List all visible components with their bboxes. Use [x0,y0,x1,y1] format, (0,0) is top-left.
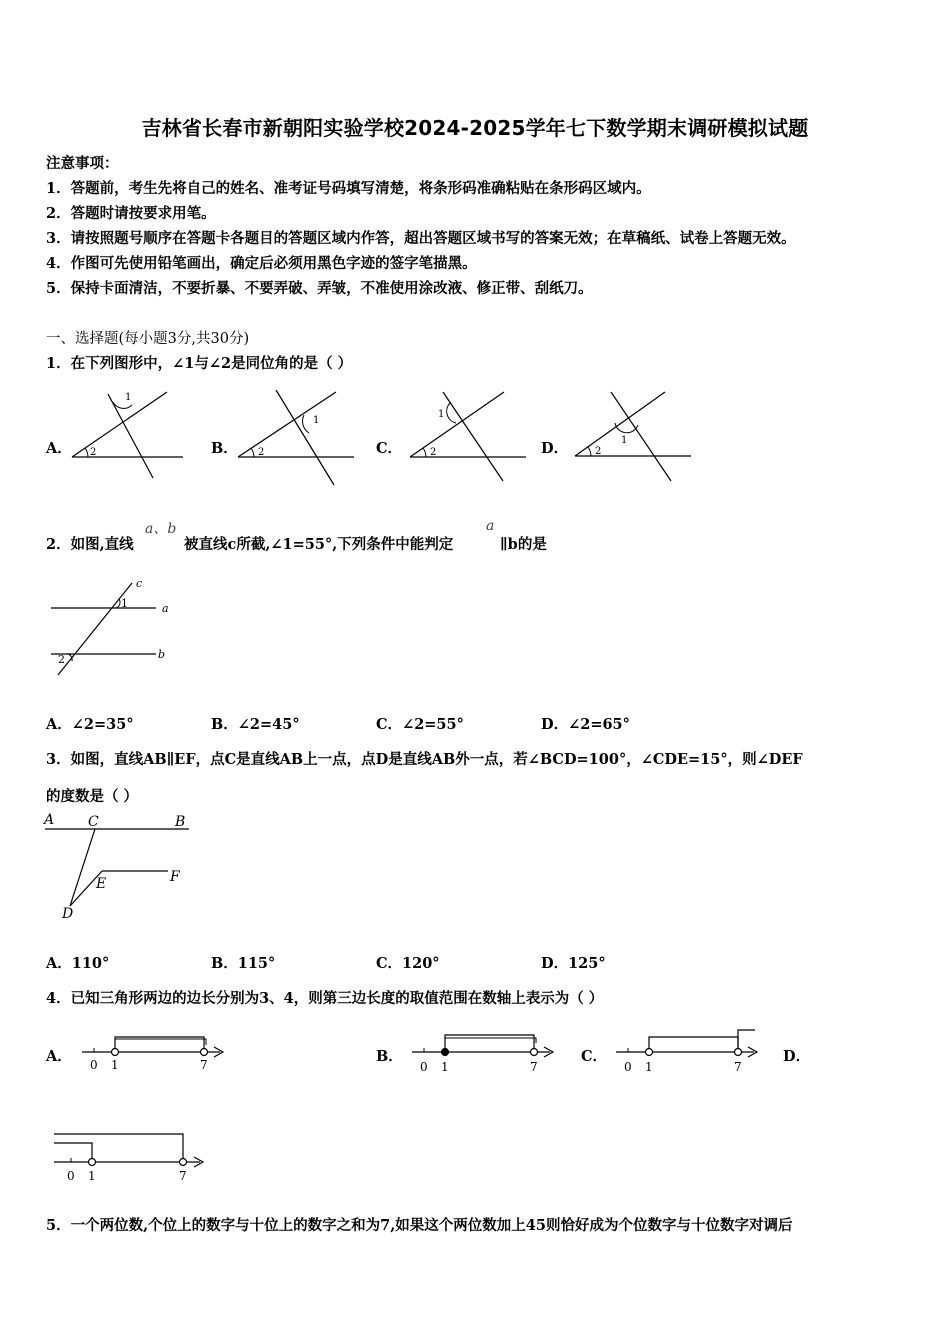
notice-item: 4．作图可先使用铅笔画出，确定后必须用黑色字迹的签字笔描黑。 [46,255,477,272]
q1-figure-d [573,385,698,485]
q3-option-a: A．110° [46,955,110,972]
q4-number-line-c [614,1025,774,1075]
point-label: D [62,906,74,922]
line-label: a [162,602,169,615]
line-label: b [158,648,166,661]
angle-label: 1 [125,392,132,403]
q2-option-c: C．∠2=55° [376,716,464,733]
point-label: A [44,812,55,828]
tick-label: 1 [88,1169,96,1183]
q1-option-a-label: A． [46,440,72,457]
q3-option-c: C．120° [376,955,440,972]
q2-middle: 被直线c所截,∠1=55°,下列条件中能判定 [184,536,454,553]
angle-label: 2 [90,447,97,458]
q4-number-line-d [52,1130,212,1185]
q3-option-b: B．115° [211,955,276,972]
q5-text: 5．一个两位数,个位上的数字与十位上的数字之和为7,如果这个两位数加上45则恰好成为个位数字与十位数字对调后 [46,1217,793,1234]
q1-option-b-label: B． [211,440,238,457]
point-label: F [170,869,180,885]
angle-label: 1 [438,409,445,420]
notice-item: 1．答题前，考生先将自己的姓名、准考证号码填写清楚，将条形码准确粘贴在条形码区域内。 [46,180,651,197]
tick-label: 0 [90,1058,98,1072]
q1-figure-c [408,385,528,485]
q4-option-a-label: A． [46,1048,72,1065]
q1-option-d-label: D． [541,440,569,457]
notice-item: 3．请按照题号顺序在答题卡各题目的答题区域内作答，超出答题区域书写的答案无效；在草稿纸、试卷上答题无效。 [46,230,796,247]
point-label: B [175,814,186,830]
q1-figure-b [236,385,356,485]
section-heading: 一、选择题(每小题3分,共30分) [46,331,250,347]
q4-option-d-label: D． [783,1048,811,1065]
tick-label: 7 [179,1169,187,1183]
q4-number-line-a [80,1025,230,1075]
tick-label: 7 [200,1058,208,1072]
q2-vars: a、b [145,521,177,537]
angle-label: 2 [58,653,65,666]
point-label: C [88,814,99,830]
angle-label: 2 [258,447,265,458]
tick-label: 0 [420,1060,428,1074]
angle-label: 1 [121,597,128,610]
notice-heading: 注意事项： [46,155,119,172]
q4-option-c-label: C． [581,1048,608,1065]
tick-label: 1 [441,1060,449,1074]
q3-text-line2: 的度数是（ ） [46,788,139,805]
q2-prefix: 2．如图,直线 [46,536,134,553]
tick-label: 0 [624,1060,632,1074]
q4-number-line-b [410,1025,560,1075]
q2-option-a: A．∠2=35° [46,716,134,733]
notice-item: 2．答题时请按要求用笔。 [46,205,216,222]
q1-figure-a [70,385,190,485]
angle-label: 1 [313,415,320,426]
q2-suffix: ∥b的是 [500,536,547,553]
q2-figure [46,575,181,685]
q3-option-d: D．125° [541,955,606,972]
q2-option-b: B．∠2=45° [211,716,300,733]
tick-label: 7 [530,1060,538,1074]
point-label: E [96,876,107,892]
q3-text-line1: 3．如图，直线AB∥EF，点C是直线AB上一点，点D是直线AB外一点，若∠BCD=100°，∠CDE=15°，则∠DEF [46,751,803,768]
tick-label: 7 [734,1060,742,1074]
q2-option-d: D．∠2=65° [541,716,630,733]
q4-option-b-label: B． [376,1048,403,1065]
angle-label: 1 [621,435,628,446]
tick-label: 1 [645,1060,653,1074]
angle-label: 2 [430,447,437,458]
notice-item: 5．保持卡面清洁，不要折暴、不要弄破、弄皱，不准使用涂改液、修正带、刮纸刀。 [46,280,593,297]
q4-text: 4．已知三角形两边的边长分别为3、4，则第三边长度的取值范围在数轴上表示为（ ） [46,990,604,1007]
page-title: 吉林省长春市新朝阳实验学校2024-2025学年七下数学期末调研模拟试题 [141,116,809,140]
tick-label: 0 [67,1169,75,1183]
q2-var-a: a [486,518,495,534]
angle-label: 2 [595,446,602,457]
tick-label: 1 [111,1058,119,1072]
line-label: c [136,577,143,590]
q3-figure [42,810,197,925]
question-1-text: 1．在下列图形中，∠1与∠2是同位角的是（ ） [46,355,353,372]
q1-option-c-label: C． [376,440,403,457]
